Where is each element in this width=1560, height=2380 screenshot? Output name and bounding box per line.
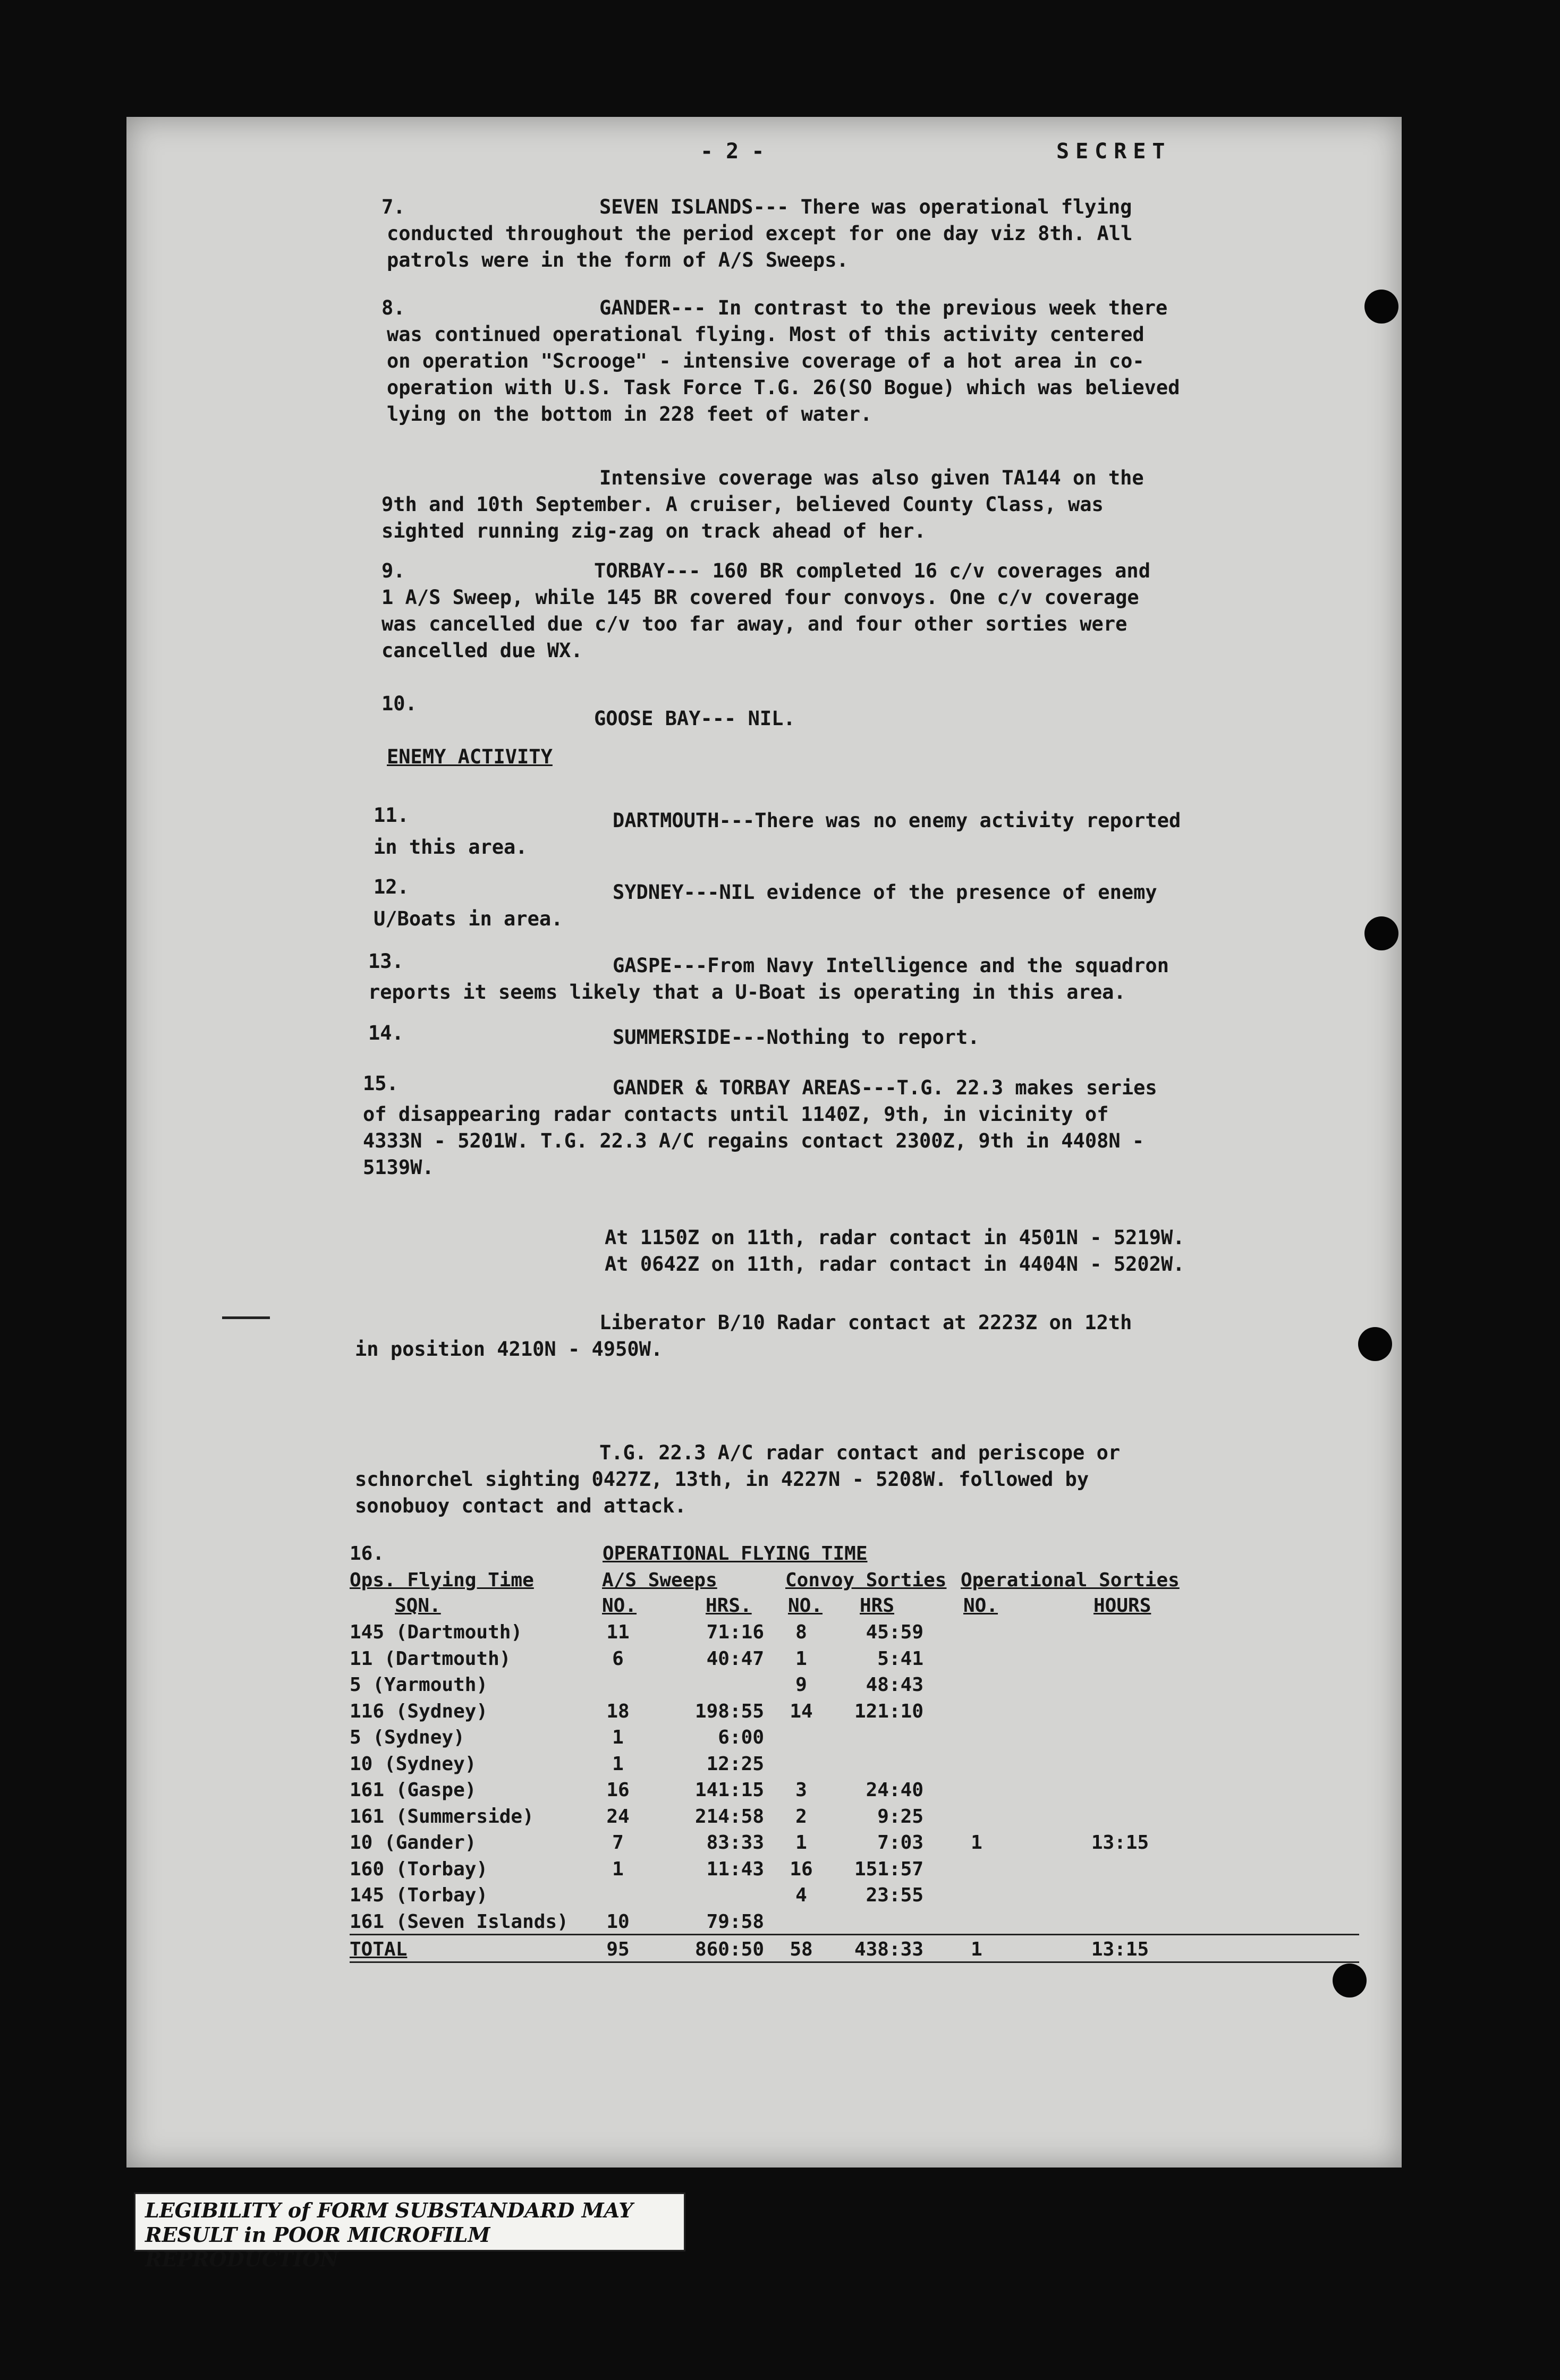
- table-row: [350, 1830, 1359, 1856]
- paragraph-9: [381, 558, 1295, 664]
- punch-hole: [1364, 916, 1398, 950]
- column-header-sqn: SQN.: [395, 1595, 441, 1617]
- cell-cv-hrs: 48:43: [866, 1674, 923, 1696]
- paragraph-line: At 1150Z on 11th, radar contact in 4501N - 5219W.: [605, 1226, 1185, 1249]
- cell-as-hrs: 40:47: [706, 1647, 764, 1670]
- cell-as-no: 6: [612, 1647, 624, 1670]
- document-content: [126, 117, 1402, 2168]
- cell-op-no: 1: [971, 1832, 982, 1854]
- column-header-cv-no: NO.: [788, 1595, 823, 1617]
- paragraph-line: T.G. 22.3 A/C radar contact and periscope or: [599, 1441, 1121, 1464]
- paragraph-line: GANDER--- In contrast to the previous week there: [599, 296, 1168, 319]
- column-header-op-no: NO.: [963, 1595, 998, 1617]
- cell-cv-hrs: 23:55: [866, 1884, 923, 1906]
- paragraph-line: GASPE---From Navy Intelligence and the squadron: [613, 954, 1169, 977]
- paragraph-15-schnorchel: [355, 1440, 1269, 1519]
- punch-hole: [1364, 290, 1398, 324]
- paragraph-number: 10.: [381, 692, 417, 715]
- paragraph-7: [381, 194, 1301, 274]
- table-row: [350, 1751, 1359, 1778]
- document-page: [126, 117, 1402, 2168]
- table-row-total: [350, 1936, 1359, 1963]
- paragraph-line: on operation "Scrooge" - intensive coverage of a hot area in co-: [387, 350, 1144, 372]
- paragraph-15-liberator: [355, 1310, 1269, 1363]
- cell-as-hrs: 79:58: [706, 1910, 764, 1933]
- cell-cv-no: 58: [790, 1939, 813, 1960]
- cell-cv-no: 2: [795, 1805, 807, 1828]
- cell-cv-no: 14: [790, 1700, 813, 1722]
- paragraph-number: 16.: [350, 1543, 385, 1565]
- paragraph-line: was cancelled due c/v too far away, and four other sorties were: [381, 613, 1127, 635]
- cell-cv-no: 1: [795, 1647, 807, 1670]
- cell-op-hrs: 13:15: [1091, 1832, 1149, 1854]
- table-title: OPERATIONAL FLYING TIME: [603, 1543, 868, 1565]
- paragraph-number: 15.: [363, 1072, 399, 1095]
- paragraph-11: [374, 802, 1287, 861]
- table-row: [350, 1672, 1359, 1698]
- cell-as-hrs: 6:00: [718, 1727, 764, 1748]
- paragraph-line: operation with U.S. Task Force T.G. 26(SO Bogue) which was believed: [387, 376, 1180, 399]
- paragraph-line: of disappearing radar contacts until 1140Z, 9th, in vicinity of: [363, 1103, 1109, 1126]
- cell-as-hrs: 198:55: [694, 1700, 764, 1722]
- paragraph-line: U/Boats in area.: [374, 907, 563, 930]
- paragraph-line: sonobuoy contact and attack.: [355, 1494, 686, 1517]
- cell-as-no: 11: [606, 1621, 630, 1643]
- paragraph-line: DARTMOUTH---There was no enemy activity reported: [613, 809, 1181, 832]
- column-header-as-no: NO.: [602, 1595, 637, 1617]
- cell-sqn: 116 (Sydney): [350, 1700, 488, 1722]
- table-row: [350, 1777, 1359, 1804]
- paragraph-line: patrols were in the form of A/S Sweeps.: [387, 249, 849, 271]
- paragraph-line: 9th and 10th September. A cruiser, believed County Class, was: [381, 493, 1104, 516]
- paragraph-line: schnorchel sighting 0427Z, 13th, in 4227N - 5208W. followed by: [355, 1468, 1089, 1491]
- paragraph-15-radar-contacts: [387, 1225, 1301, 1278]
- punch-hole: [1333, 1964, 1367, 1998]
- cell-as-no: 1: [612, 1753, 624, 1775]
- column-group-convoy-sorties: Convoy Sorties: [785, 1569, 947, 1591]
- cell-cv-hrs: 438:33: [854, 1939, 923, 1960]
- cell-as-hrs: 12:25: [706, 1753, 764, 1775]
- cell-as-hrs: 11:43: [706, 1858, 764, 1880]
- cell-as-hrs: 860:50: [694, 1939, 764, 1960]
- table-row: [350, 1882, 1359, 1909]
- section-heading-enemy-activity: ENEMY ACTIVITY: [387, 745, 553, 768]
- cell-sqn: 10 (Gander): [350, 1832, 477, 1854]
- cell-op-no: 1: [971, 1939, 982, 1960]
- cell-sqn: 161 (Seven Islands): [350, 1910, 569, 1933]
- total-rule: [350, 1961, 1359, 1963]
- column-header-op-hours: HOURS: [1093, 1595, 1151, 1617]
- paragraph-number: 12.: [374, 876, 409, 898]
- cell-cv-no: 4: [795, 1884, 807, 1906]
- cell-as-hrs: 141:15: [694, 1779, 764, 1801]
- cell-as-no: 24: [606, 1805, 630, 1828]
- paragraph-line: 4333N - 5201W. T.G. 22.3 A/C regains contact 2300Z, 9th in 4408N -: [363, 1129, 1144, 1152]
- classification-marking: SECRET: [1056, 139, 1172, 164]
- cell-as-hrs: 83:33: [706, 1832, 764, 1854]
- paragraph-number: 7.: [381, 196, 405, 218]
- stamp-line: RESULT in POOR MICROFILM REPRODUCTION: [145, 2223, 490, 2271]
- cell-cv-hrs: 9:25: [877, 1805, 923, 1828]
- cell-as-no: 1: [612, 1858, 624, 1880]
- paragraph-line: cancelled due WX.: [381, 639, 583, 662]
- paragraph-line: lying on the bottom in 228 feet of water.: [387, 403, 872, 426]
- cell-as-no: 95: [606, 1939, 630, 1960]
- column-header-as-hrs: HRS.: [706, 1595, 752, 1617]
- cell-sqn: 10 (Sydney): [350, 1753, 477, 1775]
- cell-as-hrs: 71:16: [706, 1621, 764, 1643]
- column-group-ops-flying-time: Ops. Flying Time: [350, 1569, 534, 1591]
- cell-cv-hrs: 24:40: [866, 1779, 923, 1801]
- paragraph-12: [374, 874, 1287, 932]
- cell-cv-hrs: 7:03: [877, 1832, 923, 1854]
- stamp-line: LEGIBILITY of FORM SUBSTANDARD MAY: [145, 2198, 633, 2222]
- paragraph-number: 13.: [368, 950, 404, 973]
- column-header-cv-hrs: HRS: [860, 1595, 895, 1617]
- cell-cv-no: 16: [790, 1858, 813, 1880]
- cell-as-no: 18: [606, 1700, 630, 1722]
- paragraph-line: SYDNEY---NIL evidence of the presence of enemy: [613, 881, 1157, 904]
- paragraph-line: GOOSE BAY--- NIL.: [594, 707, 795, 730]
- paragraph-10: [381, 691, 1295, 732]
- cell-as-no: 10: [606, 1910, 630, 1933]
- paragraph-8: [381, 295, 1301, 428]
- cell-cv-hrs: 45:59: [866, 1621, 923, 1643]
- cell-cv-hrs: 121:10: [854, 1700, 923, 1722]
- cell-cv-hrs: 5:41: [877, 1647, 923, 1670]
- paragraph-15: [363, 1070, 1277, 1181]
- table-row: [350, 1619, 1359, 1646]
- paragraph-line: At 0642Z on 11th, radar contact in 4404N - 5202W.: [605, 1253, 1185, 1276]
- cell-cv-no: 9: [795, 1674, 807, 1696]
- cell-as-no: 1: [612, 1727, 624, 1748]
- paragraph-number: 9.: [381, 559, 405, 582]
- cell-op-hrs: 13:15: [1091, 1939, 1149, 1960]
- punch-hole: [1358, 1327, 1392, 1361]
- cell-sqn: 5 (Yarmouth): [350, 1674, 488, 1696]
- cell-sqn: 161 (Summerside): [350, 1805, 534, 1828]
- cell-as-no: 16: [606, 1779, 630, 1801]
- cell-cv-no: 8: [795, 1621, 807, 1643]
- table-row: [350, 1909, 1359, 1935]
- cell-sqn: 145 (Torbay): [350, 1884, 488, 1906]
- cell-sqn: 145 (Dartmouth): [350, 1621, 523, 1643]
- cell-sqn: 160 (Torbay): [350, 1858, 488, 1880]
- column-group-operational-sorties: Operational Sorties: [961, 1569, 1180, 1591]
- paragraph-number: 8.: [381, 296, 405, 319]
- cell-cv-hrs: 151:57: [854, 1858, 923, 1880]
- paragraph-line: conducted throughout the period except for one day viz 8th. All: [387, 222, 1133, 245]
- paragraph-8-continued: [381, 465, 1295, 545]
- table-row: [350, 1856, 1359, 1883]
- total-rule: [350, 1934, 1359, 1935]
- cell-as-hrs: 214:58: [694, 1805, 764, 1828]
- cell-sqn: TOTAL: [350, 1939, 408, 1960]
- cell-sqn: 11 (Dartmouth): [350, 1647, 511, 1670]
- paragraph-number: 14.: [368, 1022, 404, 1044]
- paragraph-line: SUMMERSIDE---Nothing to report.: [613, 1026, 980, 1049]
- cell-as-no: 7: [612, 1832, 624, 1854]
- paragraph-13: [368, 948, 1282, 1006]
- paragraph-line: GANDER & TORBAY AREAS---T.G. 22.3 makes series: [613, 1076, 1157, 1099]
- margin-mark: [222, 1316, 270, 1319]
- paragraph-number: 11.: [374, 804, 409, 827]
- cell-sqn: 5 (Sydney): [350, 1727, 465, 1748]
- paragraph-line: in this area.: [374, 836, 528, 858]
- paragraph-line: reports it seems likely that a U-Boat is operating in this area.: [368, 981, 1126, 1004]
- paragraph-line: was continued operational flying. Most of this activity centered: [387, 323, 1144, 346]
- paragraph-line: Intensive coverage was also given TA144 on the: [599, 466, 1144, 489]
- column-group-as-sweeps: A/S Sweeps: [602, 1569, 717, 1591]
- microfilm-legibility-stamp: [134, 2192, 685, 2271]
- paragraph-line: 5139W.: [363, 1156, 434, 1179]
- paragraph-line: SEVEN ISLANDS--- There was operational flying: [599, 196, 1132, 218]
- paragraph-line: in position 4210N - 4950W.: [355, 1338, 663, 1361]
- paragraph-line: TORBAY--- 160 BR completed 16 c/v coverages and: [594, 559, 1150, 582]
- paragraph-line: Liberator B/10 Radar contact at 2223Z on 12th: [599, 1311, 1132, 1334]
- cell-cv-no: 1: [795, 1832, 807, 1854]
- paragraph-line: 1 A/S Sweep, while 145 BR covered four convoys. One c/v coverage: [381, 586, 1139, 609]
- table-row: [350, 1724, 1359, 1751]
- cell-sqn: 161 (Gaspe): [350, 1779, 477, 1801]
- table-row: [350, 1698, 1359, 1725]
- cell-cv-no: 3: [795, 1779, 807, 1801]
- paragraph-line: sighted running zig-zag on track ahead of her.: [381, 520, 926, 542]
- table-row: [350, 1804, 1359, 1830]
- table-row: [350, 1646, 1359, 1672]
- paragraph-14: [368, 1020, 1282, 1051]
- page-number: - 2 -: [700, 139, 765, 164]
